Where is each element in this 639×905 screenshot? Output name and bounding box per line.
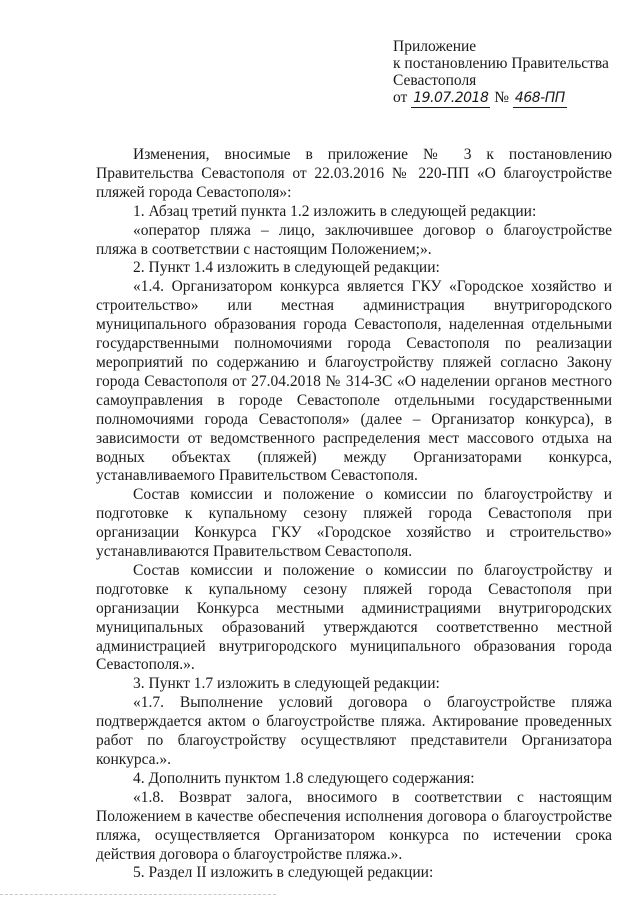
commission-paragraph-1: Состав комиссии и положение о комиссии по благоустройству и подготовке к купальному сезону пляжей города Севастополя при организации Конкурса ГКУ «Городское хозяйство и строительство» устанавливаются Правительством Севастополя. bbox=[96, 486, 612, 561]
appendix-city: Севастополя bbox=[393, 72, 477, 89]
date-prefix: от bbox=[393, 89, 408, 106]
item-4-heading: 4. Дополнить пунктом 1.8 следующего содержания: bbox=[133, 769, 475, 787]
footer-divider bbox=[0, 894, 276, 895]
item-1-text: «оператор пляжа – лицо, заключившее договор о благоустройстве пляжа в соответствии с настоящим Положением;». bbox=[96, 221, 612, 258]
item-3-text: «1.7. Выполнение условий договора о благоустройстве пляжа подтверждается актом о благоустройстве пляжа. Актирование проведенных работ по благоустройству осуществляют представители Организатора конкурса.». bbox=[96, 694, 612, 768]
appendix-reference: к постановлению Правительства bbox=[393, 55, 609, 72]
intro-paragraph: Изменения, вносимые в приложение № 3 к постановлению Правительства Севастополя от 22.03.2016 № 220-ПП «О благоустройстве пляжей города Севастополя»: bbox=[96, 146, 612, 201]
item-2-text: «1.4. Организатором конкурса является ГКУ «Городское хозяйство и строительство» или местная администрация внутригородского муниципального образования города Севастополя, наделенная отдельными государственными полномочиями города Севастополя по реализации мероприятий по содержанию и благоустройству пляжей согласно Закону города Севастополя от 27.04.2018 № 314-ЗС «О наделении органов местного самоуправления в городе Севастополе отдельными государственными полномочиями города Севастополя» (далее – Организатор конкурса), в зависимости от ведомственного распределения мест массового отдыха на водных объектах (пляжей) между Организаторами конкурса, устанавливаемого Правительством Севастополя. bbox=[96, 278, 612, 485]
commission-paragraph-2: Состав комиссии и положение о комиссии по благоустройству и подготовке к купальному сезону пляжей города Севастополя при организации Конкурса местными администрациями внутригородских муниципальных образований утверждаются соответственно местной администрацией внутригородского муниципального образования города Севастополя.». bbox=[96, 561, 612, 674]
number-prefix: № bbox=[494, 89, 510, 106]
item-2-heading: 2. Пункт 1.4 изложить в следующей редакции: bbox=[133, 259, 440, 277]
handwritten-number: 468-ПП bbox=[514, 90, 565, 106]
item-4-text: «1.8. Возврат залога, вносимого в соответствии с настоящим Положением в качестве обеспечения исполнения договора о благоустройстве пляжа, осуществляется Организатором конкурса по истечении срока действия договора о благоустройстве пляжа.». bbox=[96, 788, 612, 863]
appendix-block bbox=[393, 38, 609, 108]
appendix-date-line bbox=[393, 89, 609, 108]
item-5-heading: 5. Раздел II изложить в следующей редакции: bbox=[133, 864, 434, 882]
item-3-heading: 3. Пункт 1.7 изложить в следующей редакции: bbox=[133, 675, 440, 693]
handwritten-date: 19.07.2018 bbox=[413, 90, 489, 106]
item-1-heading: 1. Абзац третий пункта 1.2 изложить в следующей редакции: bbox=[133, 202, 537, 220]
document-body bbox=[96, 146, 612, 883]
appendix-title: Приложение bbox=[393, 38, 477, 55]
